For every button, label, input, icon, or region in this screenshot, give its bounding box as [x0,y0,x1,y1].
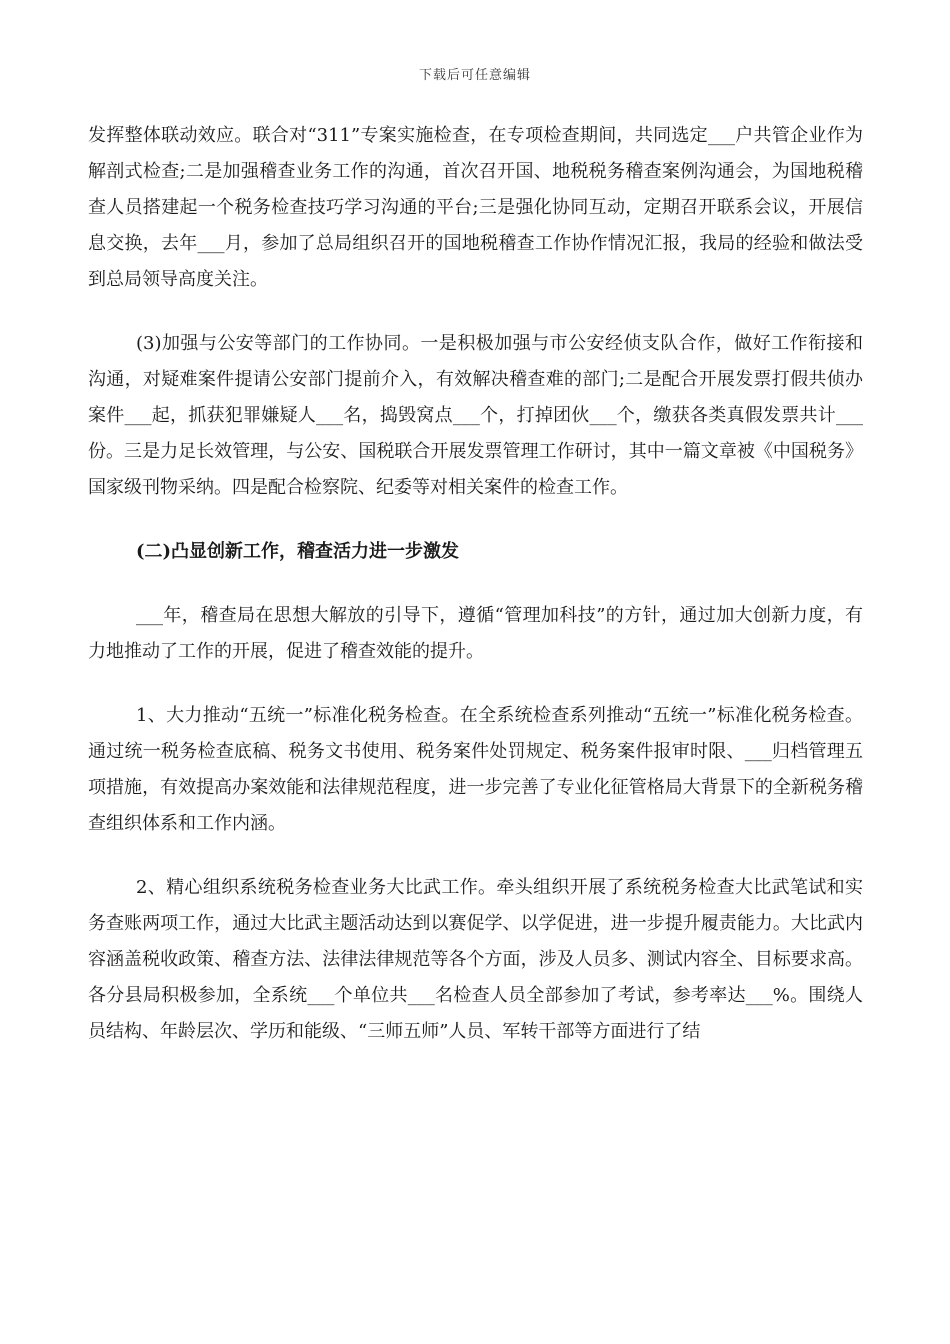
document-body [88,118,863,1078]
paragraph-intro: ___年，稽查局在思想大解放的引导下，遵循“管理加科技”的方针，通过加大创新力度，有力地推动了工作的开展，促进了稽查效能的提升。 [88,605,863,662]
section-heading: (二)凸显创新工作，稽查活力进一步激发 [136,541,460,562]
paragraph-item-2: 2、精心组织系统税务检查业务大比武工作。牵头组织开展了系统税务检查大比武笔试和实务查账两项工作，通过大比武主题活动达到以赛促学、以学促进，进一步提升履责能力。大比武内容涵盖税收政策、稽查方法、法律法律规范等各个方面，涉及人员多、测试内容全、目标要求高。各分县局积极参加，全系统___个单位共___名检查人员全部参加了考试，参考率达___%。围绕人员结构、年龄层次、学历和能级、“三师五师”人员、军转干部等方面进行了结 [88,877,863,1042]
paragraph-continuation: 发挥整体联动效应。联合对“311”专案实施检查，在专项检查期间，共同选定___户共管企业作为解剖式检查;二是加强稽查业务工作的沟通，首次召开国、地税税务稽查案例沟通会，为国地税稽查人员搭建起一个税务检查技巧学习沟通的平台;三是强化协同互动，定期召开联系会议，开展信息交换，去年___月，参加了总局组织召开的国地税稽查工作协作情况汇报，我局的经验和做法受到总局领导高度关注。 [88,125,863,290]
paragraph-item-1: 1、大力推动“五统一”标准化税务检查。在全系统检查系列推动“五统一”标准化税务检查。通过统一税务检查底稿、税务文书使用、税务案件处罚规定、税务案件报审时限、___归档管理五项措施，有效提高办案效能和法律规范程度，进一步完善了专业化征管格局大背景下的全新税务稽查组织体系和工作内涵。 [88,705,863,834]
page-header: 下载后可任意编辑 [418,68,531,83]
paragraph-public-security: (3)加强与公安等部门的工作协同。一是积极加强与市公安经侦支队合作，做好工作衔接和沟通，对疑难案件提请公安部门提前介入，有效解决稽查难的部门;二是配合开展发票打假共侦办案件___起，抓获犯罪嫌疑人___名，捣毁窝点___个，打掉团伙___个，缴获各类真假发票共计___份。三是力足长效管理，与公安、国税联合开展发票管理工作研讨，其中一篇文章被《中国税务》国家级刊物采纳。四是配合检察院、纪委等对相关案件的检查工作。 [88,333,863,498]
